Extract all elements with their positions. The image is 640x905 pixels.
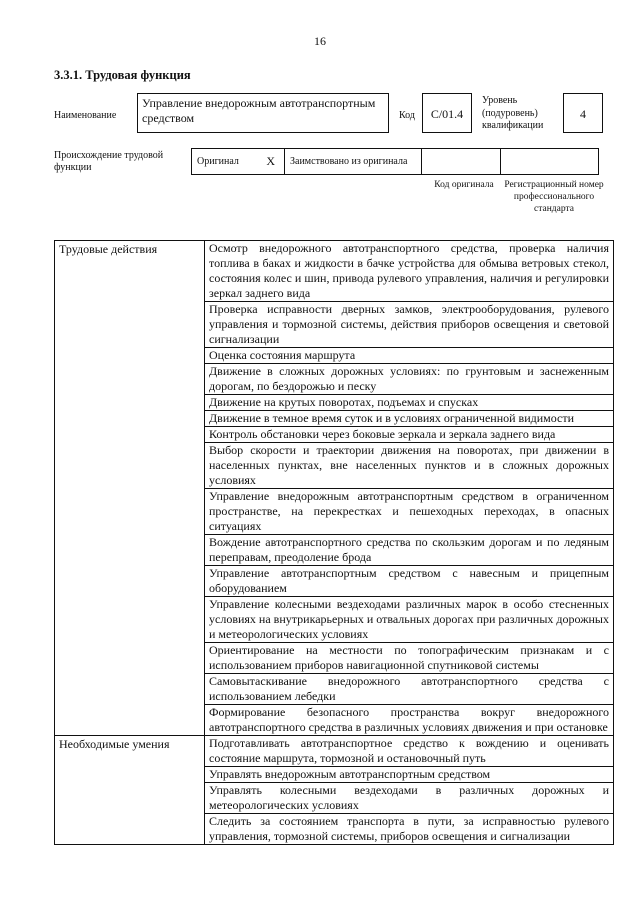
list-item: Управление автотранспортным средством с навесным и прицепным оборудованием xyxy=(205,565,613,596)
labor-function-table xyxy=(54,240,614,845)
origin-reg-number-cell xyxy=(500,148,599,175)
list-item: Управлять колесными вездеходами в различных дорожных и метеорологических условиях xyxy=(205,782,613,813)
list-item: Оценка состояния маршрута xyxy=(205,347,613,363)
table-row xyxy=(55,241,614,736)
list-item: Контроль обстановки через боковые зеркала и зеркала заднего вида xyxy=(205,426,613,442)
origin-code-cell xyxy=(421,148,501,175)
name-label: Наименование xyxy=(54,110,117,121)
origin-code-caption: Код оригинала xyxy=(434,180,494,190)
origin-original-cell xyxy=(191,148,285,175)
list-item: Подготавливать автотранспортное средство к вождению и оценивать состояние маршрута, тормозной и остановочный путь xyxy=(209,736,609,765)
origin-label: Происхождение трудовой функции xyxy=(54,150,164,173)
code-label: Код xyxy=(399,110,415,121)
list-item: Движение на крутых поворотах, подъемах и спусках xyxy=(205,394,613,410)
list-item: Осмотр внедорожного автотранспортного средства, проверка наличия топлива в баках и жидкости в бачке устройства для обмыва ветровых стекол, состояния колес и шин, привода рулевого управления, наличия и регулировки зеркал заднего вида xyxy=(209,241,609,300)
list-item: Самовытаскивание внедорожного автотранспортного средства с использованием лебедки xyxy=(205,673,613,704)
qualification-level-label: Уровень (подуровень) квалификации xyxy=(482,95,544,131)
required-skills-list xyxy=(205,736,614,845)
required-skills-category: Необходимые умения xyxy=(55,736,205,845)
qualification-level-box: 4 xyxy=(563,93,603,133)
registration-number-caption: Регистрационный номер профессионального стандарта xyxy=(504,180,604,214)
section-title: 3.3.1. Трудовая функция xyxy=(54,68,191,82)
origin-row xyxy=(192,148,599,175)
page-number: 16 xyxy=(314,34,326,48)
table-row xyxy=(55,736,614,845)
function-name-box: Управление внедорожным автотранспортным средством xyxy=(137,93,389,133)
origin-original-mark: X xyxy=(266,154,275,168)
list-item: Выбор скорости и траектории движения на поворотах, при движении в населенных пунктах, вне населенных пунктов и в сложных дорожных условиях xyxy=(205,442,613,488)
origin-original-label: Оригинал xyxy=(197,156,239,167)
list-item: Движение в сложных дорожных условиях: по грунтовым и заснеженным дорогам, по бездорожью и песку xyxy=(205,363,613,394)
list-item: Следить за состоянием транспорта в пути, за исправностью рулевого управления, тормозной системы, приборов освещения и сигнализации xyxy=(205,813,613,844)
function-code-box: C/01.4 xyxy=(422,93,472,133)
list-item: Вождение автотранспортного средства по скользким дорогам и по ледяным переправам, преодоление брода xyxy=(205,534,613,565)
list-item: Формирование безопасного пространства вокруг внедорожного автотранспортного средства в различных условиях движения и при остановке xyxy=(205,704,613,735)
list-item: Проверка исправности дверных замков, электрооборудования, рулевого управления и тормозной системы, действия приборов освещения и световой сигнализации xyxy=(205,301,613,347)
list-item: Управлять внедорожным автотранспортным средством xyxy=(205,766,613,782)
list-item: Ориентирование на местности по топографическим признакам и с использованием приборов навигационной спутниковой системы xyxy=(205,642,613,673)
labor-actions-category: Трудовые действия xyxy=(55,241,205,736)
origin-borrowed-cell: Заимствовано из оригинала xyxy=(284,148,422,175)
list-item: Управление колесными вездеходами различных марок в особо стесненных условиях на внутрикарьерных и отвальных дорогах при различных дорожных и метеорологических условиях xyxy=(205,596,613,642)
labor-actions-list xyxy=(205,241,614,736)
list-item: Движение в темное время суток и в условиях ограниченной видимости xyxy=(205,410,613,426)
list-item: Управление внедорожным автотранспортным средством в ограниченном пространстве, на перекрестках и пешеходных переходах, в опасных ситуациях xyxy=(205,488,613,534)
